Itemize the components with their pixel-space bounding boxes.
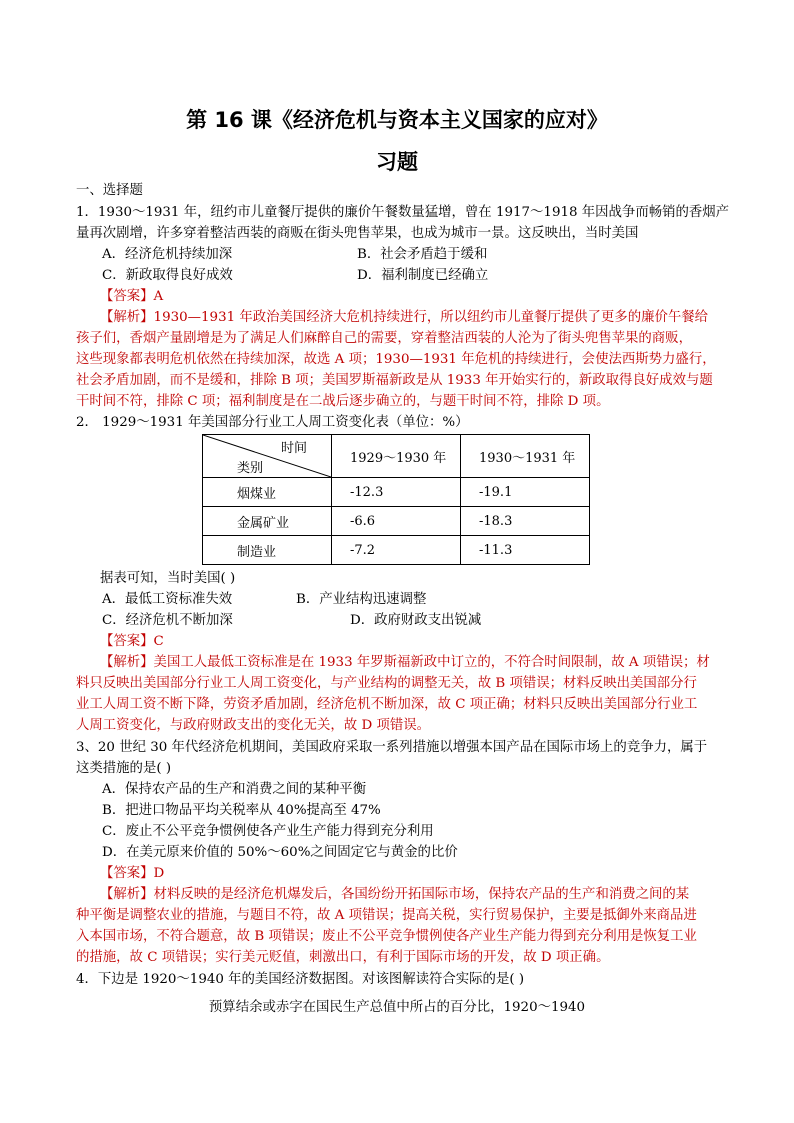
q3-answer: 【答案】D <box>100 866 165 881</box>
q3-option-d: D．在美元原来价值的 50%～60%之间固定它与黄金的比价 <box>102 845 458 860</box>
table-cell: -11.3 <box>461 536 590 565</box>
q1-explanation-line5: 干时间不符，排除 C 项；福利制度是在二战后逐步确立的，与题干时间不符，排除 D 项。 <box>76 394 610 409</box>
q2-explanation-line1: 【解析】美国工人最低工资标准是在 1933 年罗斯福新政中订立的，不符合时间限制，故 A 项错误；材 <box>100 655 710 670</box>
q2-option-a: A．最低工资标准失效 <box>102 592 233 607</box>
q3-explanation-line3: 入本国市场，不符合题意，故 B 项错误；废止不公平竞争惯例使各产业生产能力得到充分利用是恢复工业 <box>76 929 697 944</box>
column-header-1929-1930: 1929～1930 年 <box>332 435 461 478</box>
q1-option-b: B．社会矛盾趋于缓和 <box>357 247 488 262</box>
section-heading: 一、选择题 <box>76 183 143 198</box>
q1-explanation-line1: 【解析】1930—1931 年政治美国经济大危机持续进行，所以纽约市儿童餐厅提供了更多的廉价午餐给 <box>100 310 709 325</box>
q3-explanation-line1: 【解析】材料反映的是经济危机爆发后，各国纷纷开拓国际市场，保持农产品的生产和消费之间的某 <box>100 887 690 902</box>
q3-option-b: B．把进口物品平均关税率从 40%提高至 47% <box>102 803 381 818</box>
table-corner-cell <box>203 435 332 478</box>
q1-option-a: A．经济危机持续加深 <box>102 247 233 262</box>
q1-answer: 【答案】A <box>100 289 164 304</box>
table-cell: -6.6 <box>332 507 461 536</box>
table-row <box>203 536 590 565</box>
q2-option-c: C．经济危机不断加深 <box>102 613 233 628</box>
table-cell: -18.3 <box>461 507 590 536</box>
row-label: 金属矿业 <box>203 507 332 536</box>
corner-label-time: 时间 <box>281 441 308 456</box>
q2-explanation-line2: 料只反映出美国部分行业工人周工资变化，与产业结构的调整无关，故 B 项错误；材料反映出美国部分行 <box>76 676 697 691</box>
q1-stem-line1: 1．1930～1931 年，纽约市儿童餐厅提供的廉价午餐数量猛增，曾在 1917～1918 年因战争而畅销的香烟产 <box>76 205 730 220</box>
q1-explanation-line4: 社会矛盾加剧，而不是缓和，排除 B 项；美国罗斯福新政是从 1933 年开始实行的，新政取得良好成效与题 <box>76 373 713 388</box>
row-label: 制造业 <box>203 536 332 565</box>
q3-option-c: C．废止不公平竞争惯例使各产业生产能力得到充分利用 <box>102 824 434 839</box>
q2-option-b: B．产业结构迅速调整 <box>296 592 427 607</box>
q3-explanation-line4: 的措施，故 C 项错误；实行美元贬值，刺激出口，有利于国际市场的开发，故 D 项正确。 <box>76 950 610 965</box>
q2-answer: 【答案】C <box>100 634 164 649</box>
q1-explanation-line2: 孩子们，香烟产量剧增是为了满足人们麻醉自己的需要，穿着整洁西装的人沦为了街头兜售苹果的商贩， <box>76 331 692 346</box>
corner-label-category: 类别 <box>237 461 264 476</box>
q4-stem: 4．下边是 1920～1940 年的美国经济数据图。对该图解读符合实际的是( ) <box>76 972 525 987</box>
q1-stem-line2: 量再次剧增，许多穿着整洁西装的商贩在街头兜售苹果，也成为城市一景。这反映出，当时美国 <box>76 226 639 241</box>
corner-diagonal <box>203 435 331 477</box>
q2-option-d: D．政府财政支出锐减 <box>350 613 482 628</box>
q3-option-a: A．保持农产品的生产和消费之间的某种平衡 <box>102 782 367 797</box>
q1-option-c: C．新政取得良好成效 <box>102 268 233 283</box>
q2-question: 据表可知，当时美国( ) <box>100 571 236 586</box>
q4-figure-caption: 预算结余或赤字在国民生产总值中所占的百分比，1920～1940 <box>208 1000 586 1015</box>
q1-option-d: D．福利制度已经确立 <box>357 268 489 283</box>
table-cell: -7.2 <box>332 536 461 565</box>
row-label: 烟煤业 <box>203 478 332 507</box>
q3-stem-line1: 3、20 世纪 30 年代经济危机期间，美国政府采取一系列措施以增强本国产品在国际市场上的竞争力，属于 <box>76 740 708 755</box>
column-header-1930-1931: 1930～1931 年 <box>461 435 590 478</box>
q2-stem: 2． 1929～1931 年美国部分行业工人周工资变化表（单位：%） <box>76 415 469 430</box>
wage-change-table <box>202 434 590 565</box>
q2-explanation-line3: 业工人周工资不断下降，劳资矛盾加剧，经济危机不断加深，故 C 项正确；材料只反映出美国部分行业工 <box>76 697 698 712</box>
table-cell: -19.1 <box>461 478 590 507</box>
q3-explanation-line2: 种平衡是调整农业的措施，与题目不符，故 A 项错误；提高关税，实行贸易保护，主要是抵御外来商品进 <box>76 908 697 923</box>
q3-stem-line2: 这类措施的是( ) <box>76 761 172 776</box>
table-cell: -12.3 <box>332 478 461 507</box>
page-title: 第 16 课《经济危机与资本主义国家的应对》 <box>186 108 608 132</box>
table-row <box>203 507 590 536</box>
page-subtitle: 习题 <box>376 150 418 174</box>
q2-explanation-line4: 人周工资变化，与政府财政支出的变化无关，故 D 项错误。 <box>76 718 431 733</box>
table-row <box>203 478 590 507</box>
q1-explanation-line3: 这些现象都表明危机依然在持续加深，故选 A 项；1930—1931 年危机的持续进行，会使法西斯势力盛行， <box>76 352 716 367</box>
table-header-row <box>203 435 590 478</box>
